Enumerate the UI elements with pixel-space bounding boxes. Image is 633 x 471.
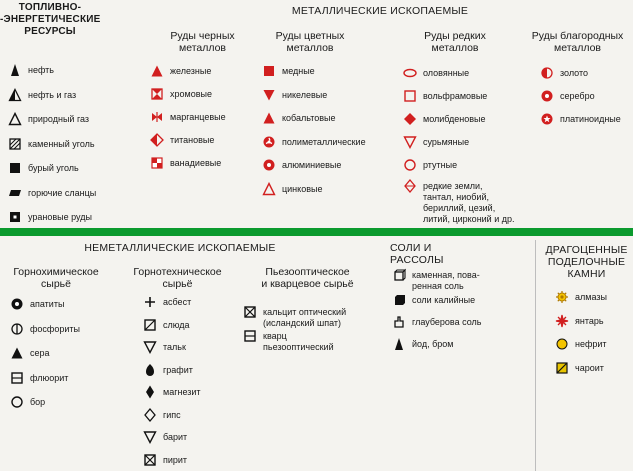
circ-out-icon — [403, 158, 417, 172]
gems-divider — [535, 240, 536, 471]
legend-item-label: никелевые — [282, 89, 328, 100]
tri-fill-icon — [262, 111, 276, 125]
legend-item-label: сурьмяные — [423, 137, 470, 147]
box3fill-icon — [392, 293, 406, 307]
diamond-out-icon — [143, 408, 157, 422]
yellow-circ-icon — [555, 337, 569, 351]
drop-icon — [143, 363, 157, 377]
legend-item-label: флюорит — [30, 372, 69, 383]
legend-item-label: барит — [163, 432, 188, 442]
sq-fill-icon — [8, 161, 22, 175]
legend-item-label: золото — [560, 68, 589, 78]
legend-item-label: серебро — [560, 91, 595, 101]
legend-item-label: титановые — [170, 135, 215, 145]
legend-item-label: кальцит оптический (исландский шпат) — [263, 307, 347, 328]
sq-diag-icon — [143, 318, 157, 332]
tri-out-icon — [262, 182, 276, 196]
sq-half-h-icon — [10, 371, 24, 385]
narrow-tri-icon — [8, 63, 22, 77]
legend-item-label: пирит — [163, 454, 188, 465]
legend-item-label: урановые руды — [28, 212, 92, 222]
legend-item-label: нефть — [28, 65, 54, 75]
legend-item-label: цинковые — [282, 183, 323, 194]
precious-column-title: Руды благородных металлов — [531, 30, 624, 54]
section-divider-bar — [0, 228, 633, 236]
legend-item-label: каменная, пова- ренная соль — [412, 270, 480, 291]
legend-item-label: алюминиевые — [282, 160, 342, 170]
metallic-section-title: МЕТАЛЛИЧЕСКИЕ ИСКОПАЕМЫЕ — [291, 5, 469, 17]
legend-item-label: алмазы — [575, 292, 607, 302]
flask-icon — [392, 315, 406, 329]
ferrous-column-title: Руды черных металлов — [170, 30, 235, 54]
legend-item-label: асбест — [163, 297, 192, 307]
legend-item-label: вольфрамовые — [423, 91, 488, 101]
legend-item-label: сера — [30, 348, 50, 358]
legend-item-label: железные — [170, 66, 212, 76]
star-icon — [555, 314, 569, 328]
legend-item-label: нефрит — [575, 339, 607, 349]
nonferrous-column-title: Руды цветных металлов — [275, 30, 345, 54]
legend-item-label: гипс — [163, 409, 181, 420]
circ-fill-icon — [540, 89, 554, 103]
circ-fill-icon — [10, 297, 24, 311]
circ-bar-icon — [10, 322, 24, 336]
legend-item-label: соли калийные — [412, 295, 476, 305]
chem-column-title: Горнохимическое сырьё — [13, 266, 99, 290]
circ-half-icon — [540, 66, 554, 80]
circ-star-icon — [540, 112, 554, 126]
legend-item-label: оловянные — [423, 68, 470, 78]
tri-fill-icon — [10, 346, 24, 360]
plus-icon — [143, 295, 157, 309]
legend-item-label: медные — [282, 66, 315, 76]
sq-fill-icon — [262, 64, 276, 78]
tri-down-out-icon — [143, 340, 157, 354]
diamond-out-line-icon — [403, 179, 417, 193]
legend-item-label: бурый уголь — [28, 163, 79, 173]
legend-item-label: молибденовые — [423, 114, 486, 124]
legend-item-label: магнезит — [163, 387, 201, 397]
legend-item-label: йод, бром — [412, 339, 454, 349]
sq-half-h-icon — [243, 329, 257, 343]
tri-fill-icon — [150, 64, 164, 78]
narrow-tri-icon — [392, 337, 406, 351]
legend-item-label: марганцевые — [170, 112, 226, 122]
legend-item-label: глауберова соль — [412, 317, 482, 327]
sq-hourglass-icon — [150, 87, 164, 101]
sq-x-icon — [143, 453, 157, 467]
bow-icon — [150, 110, 164, 124]
tri-down-out-icon — [143, 430, 157, 444]
legend-item-label: полиметаллические — [282, 136, 366, 147]
optic-column-title: Пьезооптическое и кварцевое сырьё — [261, 266, 354, 290]
legend-item-label: слюда — [163, 319, 190, 330]
tech-column-title: Горнотехническое сырьё — [133, 266, 222, 290]
sq-hatch-icon — [8, 137, 22, 151]
legend-item-label: фосфориты — [30, 323, 80, 334]
oval-icon — [403, 66, 417, 80]
sq-dot-icon — [8, 210, 22, 224]
tri-down-icon — [262, 88, 276, 102]
tri-down-out-icon — [403, 135, 417, 149]
chaorit-icon — [555, 361, 569, 375]
rare-column-title: Руды редких металлов — [424, 30, 486, 54]
circ-out-icon — [10, 395, 24, 409]
legend-item-label: ртутные — [423, 160, 458, 170]
gems-column-title: ДРАГОЦЕННЫЕ ПОДЕЛОЧНЫЕ КАМНИ — [545, 244, 628, 280]
legend-item-label: кобальтовые — [282, 113, 336, 123]
legend-item-label: кварц пьезооптический — [263, 331, 334, 352]
legend-item-label: бор — [30, 397, 46, 407]
legend-item-label: горючие сланцы — [28, 187, 97, 198]
legend-item-label: хромовые — [170, 89, 212, 99]
box3-icon — [392, 268, 406, 282]
legend-item-label: ванадиевые — [170, 158, 222, 168]
diamond-icon — [403, 112, 417, 126]
legend-item-label: чароит — [575, 362, 604, 373]
gear-icon — [555, 290, 569, 304]
fuel-section-title: ТОПЛИВНО- -ЭНЕРГЕТИЧЕСКИЕ РЕСУРСЫ — [0, 2, 101, 37]
legend-item-label: каменный уголь — [28, 138, 95, 149]
radiation-icon — [262, 135, 276, 149]
legend-item-label: природный газ — [28, 114, 90, 124]
legend-item-label: графит — [163, 364, 193, 375]
legend-item-label: редкие земли, тантал, ниобий, бериллий, цезий, литий, цирконий и др. — [423, 181, 515, 224]
legend-item-label: платиноидные — [560, 114, 621, 124]
sq-x-icon — [243, 305, 257, 319]
salts-column-title: СОЛИ И РАССОЛЫ — [390, 242, 444, 266]
legend-item-label: янтарь — [575, 315, 604, 326]
legend-item-label: нефть и газ — [28, 89, 77, 100]
sq-checker-icon — [150, 156, 164, 170]
diamond-tall-icon — [143, 385, 157, 399]
tri-out-icon — [8, 112, 22, 126]
diamond-half-icon — [150, 133, 164, 147]
circ-fill-icon — [262, 158, 276, 172]
sq-out-icon — [403, 89, 417, 103]
legend-item-label: апатиты — [30, 299, 65, 309]
nonmetallic-section-title: НЕМЕТАЛЛИЧЕСКИЕ ИСКОПАЕМЫЕ — [84, 242, 276, 254]
para-icon — [8, 186, 22, 200]
tri-half-icon — [8, 88, 22, 102]
legend-item-label: тальк — [163, 342, 186, 352]
